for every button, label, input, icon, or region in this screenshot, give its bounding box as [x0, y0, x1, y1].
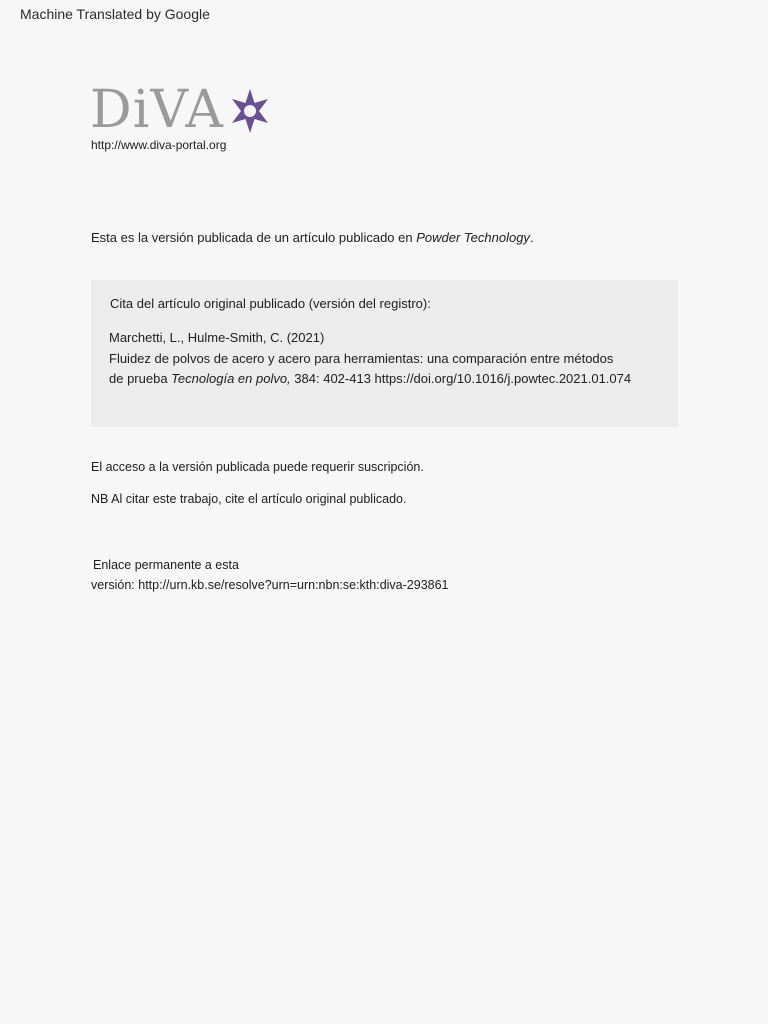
permalink-url[interactable]: versión: http://urn.kb.se/resolve?urn=urn:nbn:se:kth:diva-293861	[91, 578, 449, 592]
intro-journal: Powder Technology	[416, 230, 530, 245]
diva-logo	[90, 80, 274, 140]
citation-source-prefix: de prueba	[109, 371, 172, 386]
citation-doi[interactable]: 384: 402-413 https://doi.org/10.1016/j.powtec.2021.01.074	[290, 371, 632, 386]
citation-authors: Marchetti, L., Hulme-Smith, C. (2021)	[109, 330, 325, 345]
intro-suffix: .	[529, 230, 534, 245]
portal-url-link[interactable]: http://www.diva-portal.org	[91, 138, 227, 152]
access-note: El acceso a la versión publicada puede requerir suscripción.	[91, 460, 424, 474]
intro-prefix: Esta es la versión publicada de un artículo publicado en	[91, 230, 417, 245]
diva-star-icon	[226, 88, 274, 139]
citation-label: Cita del artículo original publicado (versión del registro):	[110, 296, 431, 311]
citation-note: NB Al citar este trabajo, cite el artículo original publicado.	[91, 492, 407, 506]
citation-journal: Tecnología en polvo,	[171, 371, 291, 386]
machine-translated-banner: Machine Translated by Google	[20, 6, 210, 22]
diva-logo-text: DiVA	[90, 80, 224, 140]
permalink-label: Enlace permanente a esta	[93, 558, 239, 572]
citation-box	[91, 280, 678, 427]
citation-title: Fluidez de polvos de acero y acero para herramientas: una comparación entre métodos	[109, 351, 614, 366]
citation-source	[109, 371, 631, 386]
intro-text	[91, 230, 534, 245]
